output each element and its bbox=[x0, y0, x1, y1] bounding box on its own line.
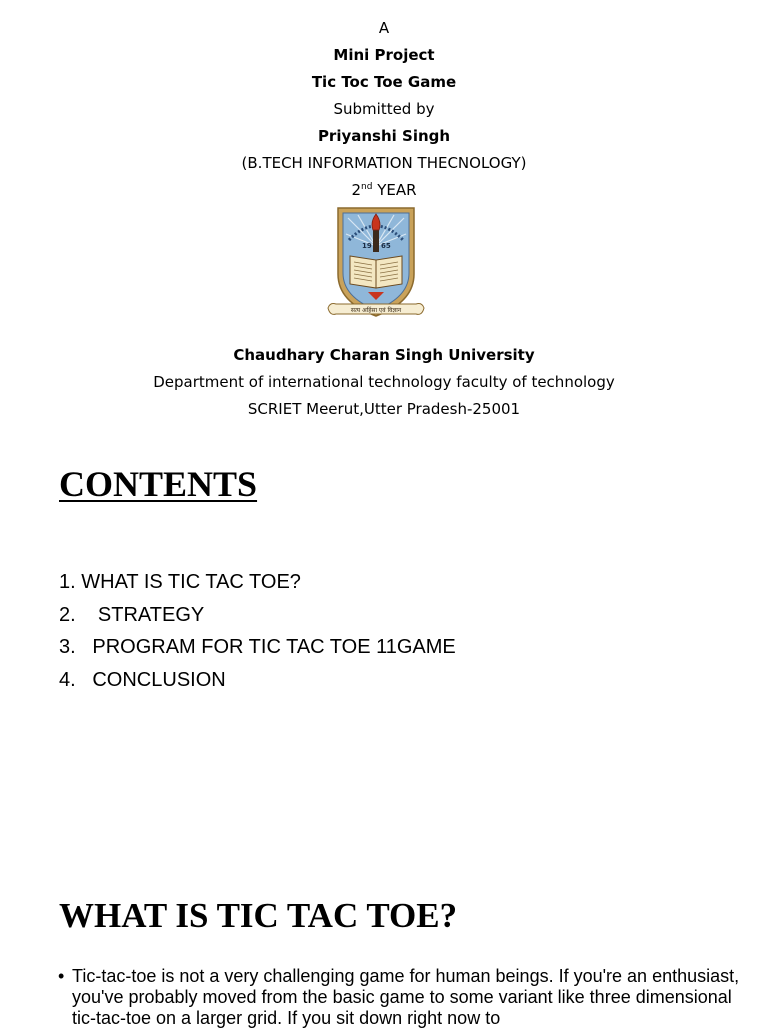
department-name: Department of international technology faculty of technology bbox=[153, 373, 615, 391]
project-type: Mini Project bbox=[333, 46, 435, 64]
contents-item-number: 3. bbox=[59, 636, 76, 658]
emblem-year-right: 65 bbox=[381, 242, 391, 250]
contents-item bbox=[59, 599, 456, 632]
project-title: Tic Toc Toe Game bbox=[311, 73, 457, 91]
emblem-book-left bbox=[350, 256, 376, 288]
submitted-by-label: Submitted by bbox=[333, 100, 435, 118]
contents-item-gap bbox=[76, 604, 98, 626]
cover-line-a: A bbox=[378, 19, 390, 37]
address: SCRIET Meerut,Utter Pradesh-25001 bbox=[247, 400, 521, 418]
contents-item-number: 4. bbox=[59, 668, 76, 691]
university-emblem-icon bbox=[318, 200, 434, 326]
contents-heading: CONTENTS bbox=[59, 464, 258, 504]
contents-item-gap bbox=[76, 669, 93, 691]
bullet-icon: • bbox=[58, 966, 65, 986]
contents-item bbox=[59, 631, 456, 664]
emblem-motto: सत्य अहिंसा एवं विज्ञान bbox=[350, 307, 402, 314]
contents-item-number: 2. bbox=[59, 603, 76, 626]
year-number: 2 bbox=[351, 181, 362, 199]
study-year bbox=[0, 180, 768, 200]
contents-item-label: WHAT IS TIC TAC TOE? bbox=[81, 571, 301, 593]
contents-item bbox=[59, 566, 456, 599]
contents-item bbox=[59, 664, 456, 697]
course-name: (B.TECH INFORMATION THECNOLOGY) bbox=[241, 154, 527, 172]
university-name: Chaudhary Charan Singh University bbox=[233, 346, 535, 364]
contents-list bbox=[59, 566, 456, 696]
year-word: YEAR bbox=[372, 181, 417, 199]
student-name: Priyanshi Singh bbox=[317, 127, 451, 145]
paragraph-text: Tic-tac-toe is not a very challenging game for human beings. If you're an enthusiast, you've probably moved from the basic game to some variant like three dimensional tic-tac-toe on a larger grid. If you sit down right now to bbox=[72, 966, 740, 1028]
year-suffix: nd bbox=[361, 182, 373, 192]
contents-item-label: STRATEGY bbox=[97, 603, 205, 626]
emblem-year-left: 19 bbox=[362, 242, 372, 250]
contents-item-gap bbox=[76, 636, 93, 658]
emblem-torch-handle bbox=[373, 230, 379, 252]
section-heading: WHAT IS TIC TAC TOE? bbox=[59, 896, 458, 935]
contents-item-number: 1. bbox=[59, 571, 76, 593]
section-paragraph bbox=[58, 966, 748, 1029]
emblem-book-right bbox=[376, 256, 402, 288]
contents-item-label: PROGRAM FOR TIC TAC TOE 11GAME bbox=[92, 636, 456, 658]
contents-item-label: CONCLUSION bbox=[92, 668, 226, 691]
